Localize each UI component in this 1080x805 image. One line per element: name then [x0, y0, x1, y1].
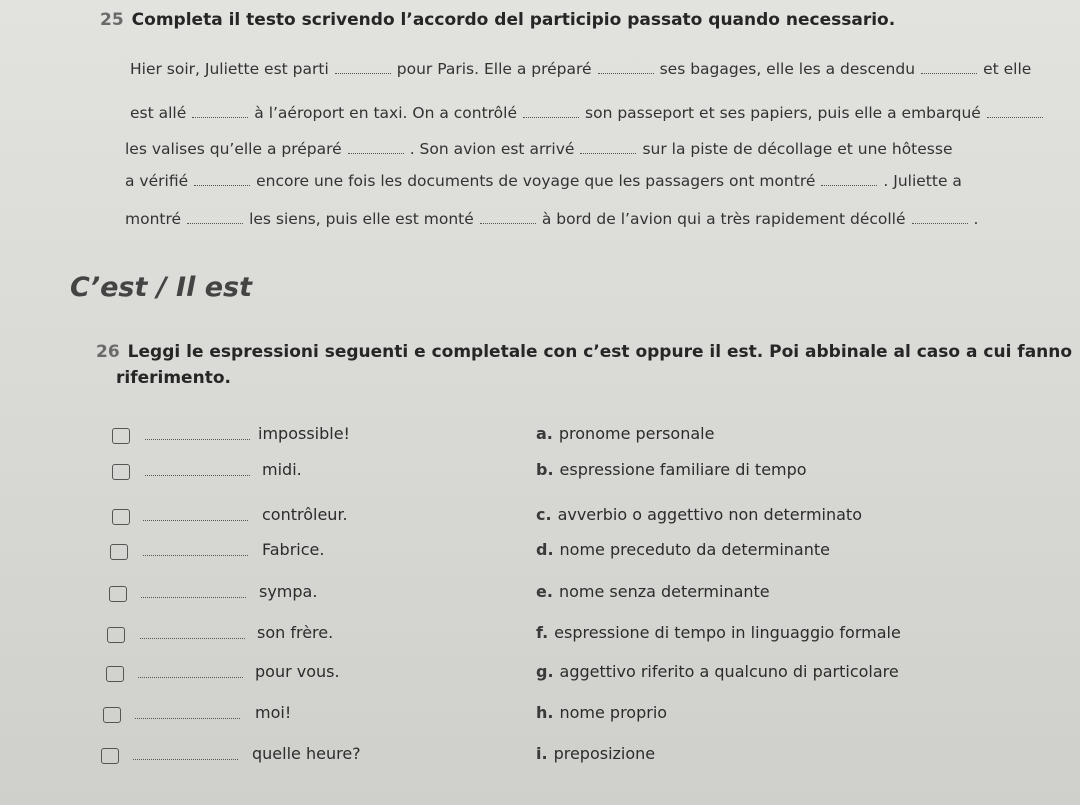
option-item [536, 623, 901, 642]
option-letter: e. [536, 582, 553, 601]
match-checkbox[interactable] [110, 544, 128, 560]
answer-blank[interactable] [143, 520, 248, 521]
answer-blank[interactable] [921, 61, 977, 74]
text-line-1 [130, 60, 1031, 78]
text-segment: est allé [130, 104, 187, 122]
option-item [536, 460, 807, 479]
expression-row [0, 540, 520, 564]
match-checkbox[interactable] [112, 509, 130, 525]
text-segment: montré [125, 210, 182, 228]
text-segment: . [973, 210, 979, 228]
answer-blank[interactable] [912, 211, 968, 224]
option-letter: g. [536, 662, 554, 681]
answer-blank[interactable] [192, 105, 248, 118]
match-checkbox[interactable] [103, 707, 121, 723]
expression-row [0, 703, 520, 727]
expression-row [0, 744, 520, 768]
option-letter: a. [536, 424, 553, 443]
answer-blank[interactable] [987, 105, 1043, 118]
option-item [536, 744, 655, 763]
expression-row [0, 505, 520, 529]
answer-blank[interactable] [145, 439, 250, 440]
option-item [536, 505, 862, 524]
expression-text: contrôleur. [262, 505, 348, 524]
option-letter: c. [536, 505, 552, 524]
match-checkbox[interactable] [101, 748, 119, 764]
answer-blank[interactable] [145, 475, 250, 476]
answer-blank[interactable] [480, 211, 536, 224]
text-line-2 [130, 104, 1049, 122]
option-text: aggettivo riferito a qualcuno di particolare [559, 662, 899, 681]
match-checkbox[interactable] [112, 428, 130, 444]
option-item [536, 424, 714, 443]
option-item [536, 582, 770, 601]
answer-blank[interactable] [143, 555, 248, 556]
answer-blank[interactable] [187, 211, 243, 224]
match-checkbox[interactable] [107, 627, 125, 643]
expression-row [0, 623, 520, 647]
option-item [536, 662, 899, 681]
expression-row [0, 460, 520, 484]
option-text: nome preceduto da determinante [559, 540, 830, 559]
expression-text: Fabrice. [262, 540, 325, 559]
expression-row [0, 582, 520, 606]
text-segment: à bord de l’avion qui a très rapidement décollé [541, 210, 906, 228]
expression-text: quelle heure? [252, 744, 361, 763]
expression-row [0, 662, 520, 686]
option-item [536, 540, 830, 559]
expression-text: sympa. [259, 582, 318, 601]
text-segment: et elle [983, 60, 1032, 78]
expression-text: impossible! [258, 424, 350, 443]
option-letter: h. [536, 703, 554, 722]
expression-row [0, 424, 520, 448]
option-text: avverbio o aggettivo non determinato [557, 505, 862, 524]
exercise-25-title [100, 10, 895, 30]
answer-blank[interactable] [138, 677, 243, 678]
text-segment: . Juliette a [883, 172, 962, 190]
answer-blank[interactable] [821, 173, 877, 186]
option-text: pronome personale [558, 424, 715, 443]
option-letter: d. [536, 540, 554, 559]
answer-blank[interactable] [194, 173, 250, 186]
exercise-number: 26 [96, 342, 120, 362]
expression-text: moi! [255, 703, 292, 722]
option-letter: f. [536, 623, 549, 642]
text-segment: à l’aéroport en taxi. On a contrôlé [254, 104, 518, 122]
option-text: nome proprio [559, 703, 668, 722]
exercise-instruction: Leggi le espressioni seguenti e completale con c’est oppure il est. Poi abbinale al caso a cui fanno [127, 342, 1073, 362]
text-segment: sur la piste de décollage et une hôtesse [642, 140, 953, 158]
answer-blank[interactable] [140, 638, 245, 639]
text-line-4 [125, 172, 962, 190]
option-letter: i. [536, 744, 548, 763]
exercise-number: 25 [100, 10, 124, 30]
answer-blank[interactable] [133, 759, 238, 760]
option-text: espressione di tempo in linguaggio formale [554, 623, 901, 642]
answer-blank[interactable] [580, 141, 636, 154]
text-segment: pour Paris. Elle a préparé [396, 60, 592, 78]
text-segment: les siens, puis elle est monté [249, 210, 474, 228]
option-item [536, 703, 667, 722]
exercise-26-title [96, 342, 1072, 362]
text-segment: encore une fois les documents de voyage que les passagers ont montré [256, 172, 816, 190]
text-segment: son passeport et ses papiers, puis elle a embarqué [585, 104, 981, 122]
exercise-instruction: Completa il testo scrivendo l’accordo del participio passato quando necessario. [131, 10, 896, 30]
option-letter: b. [536, 460, 554, 479]
exercise-26-title-cont: riferimento. [116, 368, 231, 388]
text-line-5 [125, 210, 978, 228]
text-segment: a vérifié [125, 172, 189, 190]
option-text: espressione familiare di tempo [559, 460, 807, 479]
text-segment: ses bagages, elle les a descendu [659, 60, 916, 78]
answer-blank[interactable] [598, 61, 654, 74]
answer-blank[interactable] [335, 61, 391, 74]
answer-blank[interactable] [348, 141, 404, 154]
option-text: nome senza determinante [558, 582, 770, 601]
option-text: preposizione [553, 744, 656, 763]
expression-text: son frère. [257, 623, 334, 642]
answer-blank[interactable] [141, 597, 246, 598]
text-line-3 [125, 140, 952, 158]
match-checkbox[interactable] [109, 586, 127, 602]
text-segment: Hier soir, Juliette est parti [130, 60, 329, 78]
section-title: C’est / Il est [70, 272, 253, 303]
answer-blank[interactable] [523, 105, 579, 118]
text-segment: . Son avion est arrivé [409, 140, 575, 158]
expression-text: midi. [262, 460, 302, 479]
expression-text: pour vous. [255, 662, 340, 681]
match-checkbox[interactable] [112, 464, 130, 480]
text-segment: les valises qu’elle a préparé [125, 140, 342, 158]
match-checkbox[interactable] [106, 666, 124, 682]
answer-blank[interactable] [135, 718, 240, 719]
